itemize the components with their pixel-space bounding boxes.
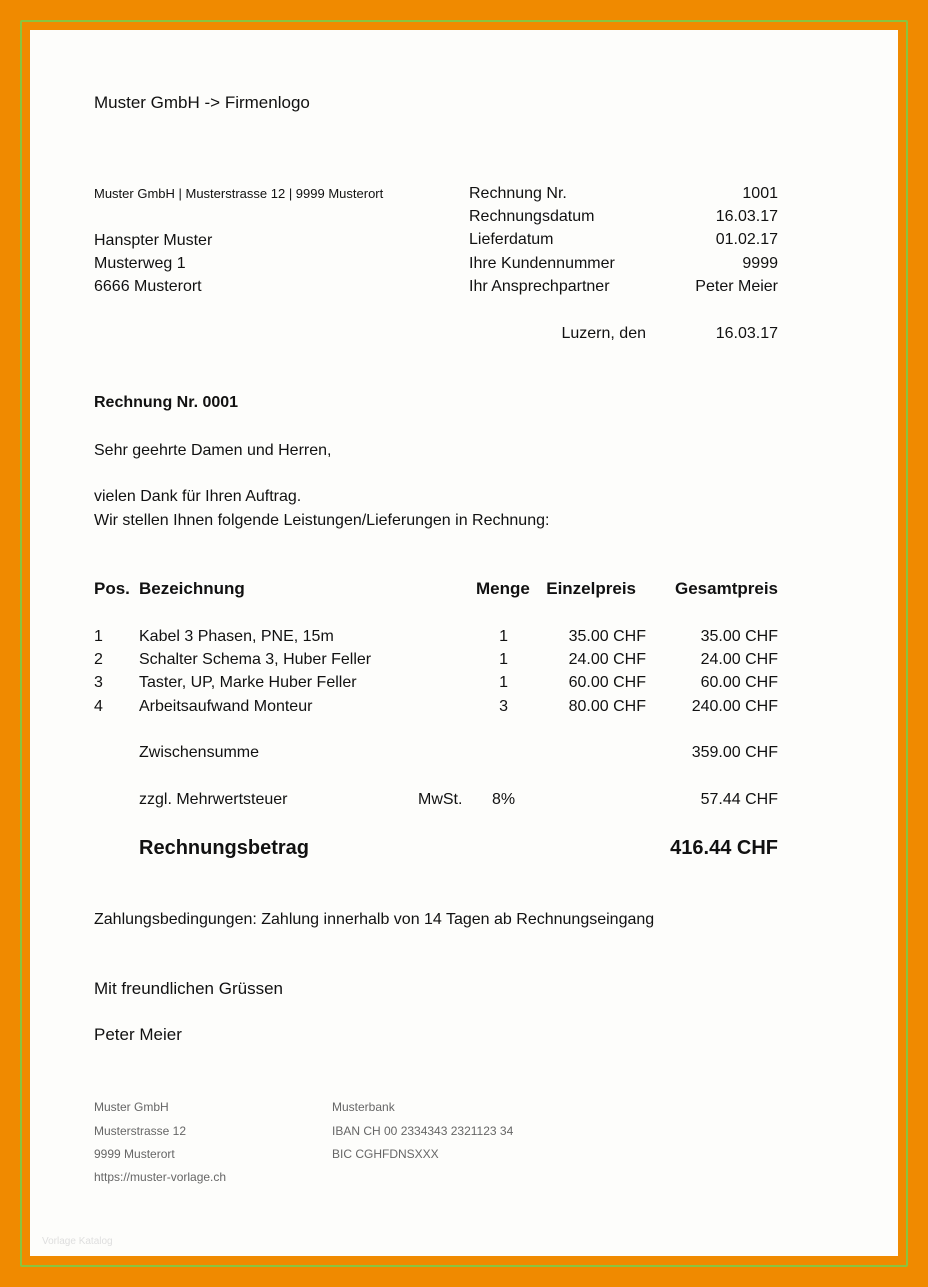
row-total-price: 240.00 CHF (691, 698, 778, 715)
row-pos: 1 (94, 628, 103, 645)
footer-company-name: Muster GmbH (94, 1100, 169, 1114)
delivery-date-label: Lieferdatum (469, 231, 554, 248)
recipient-city: 6666 Musterort (94, 278, 202, 295)
row-total-price: 24.00 CHF (700, 651, 778, 668)
column-header-quantity: Menge (476, 579, 530, 598)
place-date-value: 16.03.17 (715, 325, 778, 342)
contact-person-value: Peter Meier (695, 278, 778, 295)
customer-number-label: Ihre Kundennummer (469, 255, 615, 272)
vat-rate: 8% (492, 791, 516, 808)
row-pos: 4 (94, 698, 103, 715)
closing-greeting: Mit freundlichen Grüssen (94, 979, 283, 998)
vat-short-label: MwSt. (418, 791, 463, 808)
footer-bank-name: Musterbank (332, 1100, 395, 1114)
footer-company-city: 9999 Musterort (94, 1147, 175, 1161)
recipient-name: Hanspter Muster (94, 232, 213, 249)
intro-line-2: Wir stellen Ihnen folgende Leistungen/Lieferungen in Rechnung: (94, 512, 550, 529)
row-total-price: 60.00 CHF (700, 674, 778, 691)
company-logo-placeholder: Muster GmbH -> Firmenlogo (94, 93, 310, 112)
invoice-document (30, 30, 898, 1256)
invoice-title: Rechnung Nr. 0001 (94, 394, 239, 411)
vat-value: 57.44 CHF (700, 791, 778, 808)
footer-company-url: https://muster-vorlage.ch (94, 1170, 227, 1184)
row-quantity: 1 (499, 674, 508, 691)
vat-label: zzgl. Mehrwertsteuer (139, 791, 288, 808)
customer-number-value: 9999 (742, 255, 778, 272)
row-total-price: 35.00 CHF (700, 628, 778, 645)
row-quantity: 3 (499, 698, 508, 715)
delivery-date-value: 01.02.17 (715, 231, 778, 248)
footer-bank-bic: BIC CGHFDNSXXX (332, 1147, 439, 1161)
row-quantity: 1 (499, 628, 508, 645)
place-label: Luzern, den (561, 325, 646, 342)
footer-bank-iban: IBAN CH 00 2334343 2321123 34 (332, 1124, 514, 1138)
invoice-number-value: 1001 (742, 185, 778, 202)
intro-line-1: vielen Dank für Ihren Auftrag. (94, 488, 302, 505)
invoice-date-value: 16.03.17 (715, 208, 778, 225)
subtotal-value: 359.00 CHF (691, 744, 778, 761)
row-unit-price: 60.00 CHF (568, 674, 646, 691)
column-header-total-price: Gesamtpreis (675, 579, 778, 598)
column-header-pos: Pos. (94, 579, 130, 598)
row-description: Arbeitsaufwand Monteur (139, 698, 313, 715)
row-quantity: 1 (499, 651, 508, 668)
grand-total-value: 416.44 CHF (670, 837, 778, 859)
subtotal-label: Zwischensumme (139, 744, 260, 761)
invoice-date-label: Rechnungsdatum (469, 208, 595, 225)
grand-total-label: Rechnungsbetrag (139, 837, 310, 859)
payment-terms: Zahlungsbedingungen: Zahlung innerhalb von 14 Tagen ab Rechnungseingang (94, 911, 655, 928)
row-description: Schalter Schema 3, Huber Feller (139, 651, 372, 668)
recipient-street: Musterweg 1 (94, 255, 186, 272)
row-description: Kabel 3 Phasen, PNE, 15m (139, 628, 334, 645)
row-unit-price: 35.00 CHF (568, 628, 646, 645)
row-unit-price: 80.00 CHF (568, 698, 646, 715)
signature-name: Peter Meier (94, 1025, 182, 1044)
footer-company-street: Musterstrasse 12 (94, 1124, 187, 1138)
sender-line: Muster GmbH | Musterstrasse 12 | 9999 Musterort (94, 186, 384, 201)
row-pos: 2 (94, 651, 103, 668)
row-description: Taster, UP, Marke Huber Feller (139, 674, 357, 691)
row-pos: 3 (94, 674, 103, 691)
column-header-unit-price: Einzelpreis (546, 579, 636, 598)
invoice-number-label: Rechnung Nr. (469, 185, 567, 202)
contact-person-label: Ihr Ansprechpartner (469, 278, 610, 295)
row-unit-price: 24.00 CHF (568, 651, 646, 668)
watermark-text: Vorlage Katalog (42, 1236, 113, 1247)
column-header-description: Bezeichnung (139, 579, 245, 598)
salutation: Sehr geehrte Damen und Herren, (94, 442, 332, 459)
